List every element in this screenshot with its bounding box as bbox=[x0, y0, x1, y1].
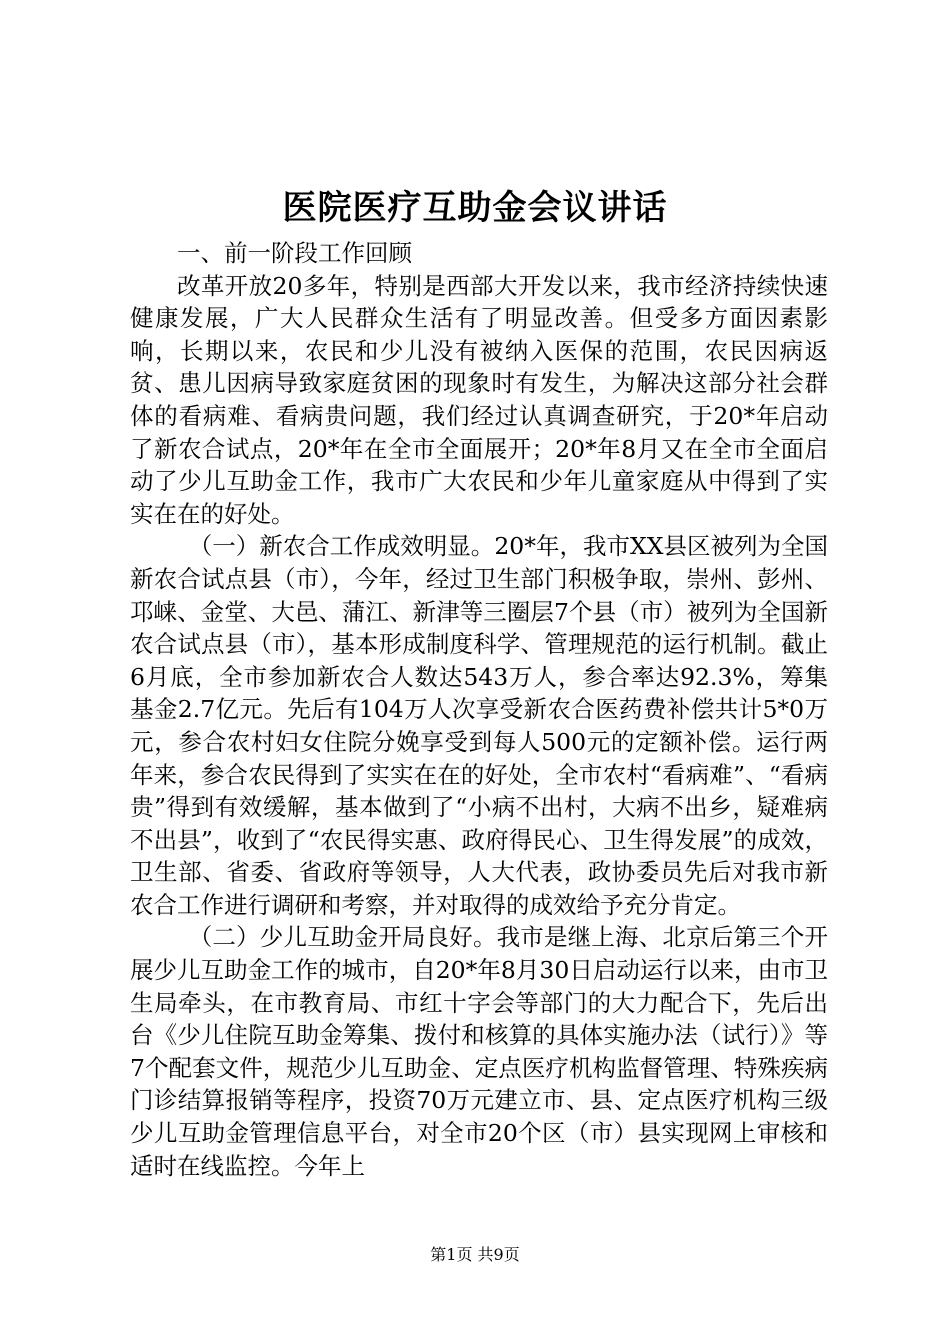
body-paragraph: （二）少儿互助金开局良好。我市是继上海、北京后第三个开展少儿互助金工作的城市，自20*年8月30日启动运行以来，由市卫生局牵头，在市教育局、市红十字会等部门的大力配合下，先后出台《少儿住院互助金筹集、拨付和核算的具体实施办法（试行）》等7个配套文件，规范少儿互助金、定点医疗机构监督管理、特殊疾病门诊结算报销等程序，投资70万元建立市、县、定点医疗机构三级少儿互助金管理信息平台，对全市20个区（市）县实现网上审核和适时在线监控。今年上 bbox=[130, 923, 828, 1180]
document-title: 医院医疗互助金会议讲话 bbox=[282, 188, 668, 228]
body-paragraph: （一）新农合工作成效明显。20*年，我市XX县区被列为全国新农合试点县（市），今年，经过卫生部门积极争取，崇州、彭州、邛崃、金堂、大邑、蒲江、新津等三圈层7个县（市）被列为全国新农合试点县（市），基本形成制度科学、管理规范的运行机制。截止6月底，全市参加新农合人数达543万人，参合率达92.3%，筹集基金2.7亿元。先后有104万人次享受新农合医药费补偿共计5*0万元，参合农村妇女住院分娩享受到每人500元的定额补偿。运行两年来，参合农民得到了实实在在的好处，全市农村“看病难”、“看病贵”得到有效缓解，基本做到了“小病不出村，大病不出乡，疑难病不出县”，收到了“农民得实惠、政府得民心、卫生得发展”的成效，卫生部、省委、省政府等领导，人大代表，政协委员先后对我市新农合工作进行调研和考察，并对取得的成效给予充分肯定。 bbox=[130, 532, 828, 919]
section-heading: 一、前一阶段工作回顾 bbox=[177, 239, 412, 267]
document-body bbox=[130, 237, 828, 1182]
body-paragraph: 改革开放20多年，特别是西部大开发以来，我市经济持续快速健康发展，广大人民群众生活有了明显改善。但受多方面因素影响，长期以来，农民和少儿没有被纳入医保的范围，农民因病返贫、患儿因病导致家庭贫困的现象时有发生，为解决这部分社会群体的看病难、看病贵问题，我们经过认真调查研究，于20*年启动了新农合试点，20*年在全市全面展开；20*年8月又在全市全面启动了少儿互助金工作，我市广大农民和少年儿童家庭从中得到了实实在在的好处。 bbox=[130, 271, 828, 528]
page-number: 第1页 共9页 bbox=[430, 1245, 520, 1264]
